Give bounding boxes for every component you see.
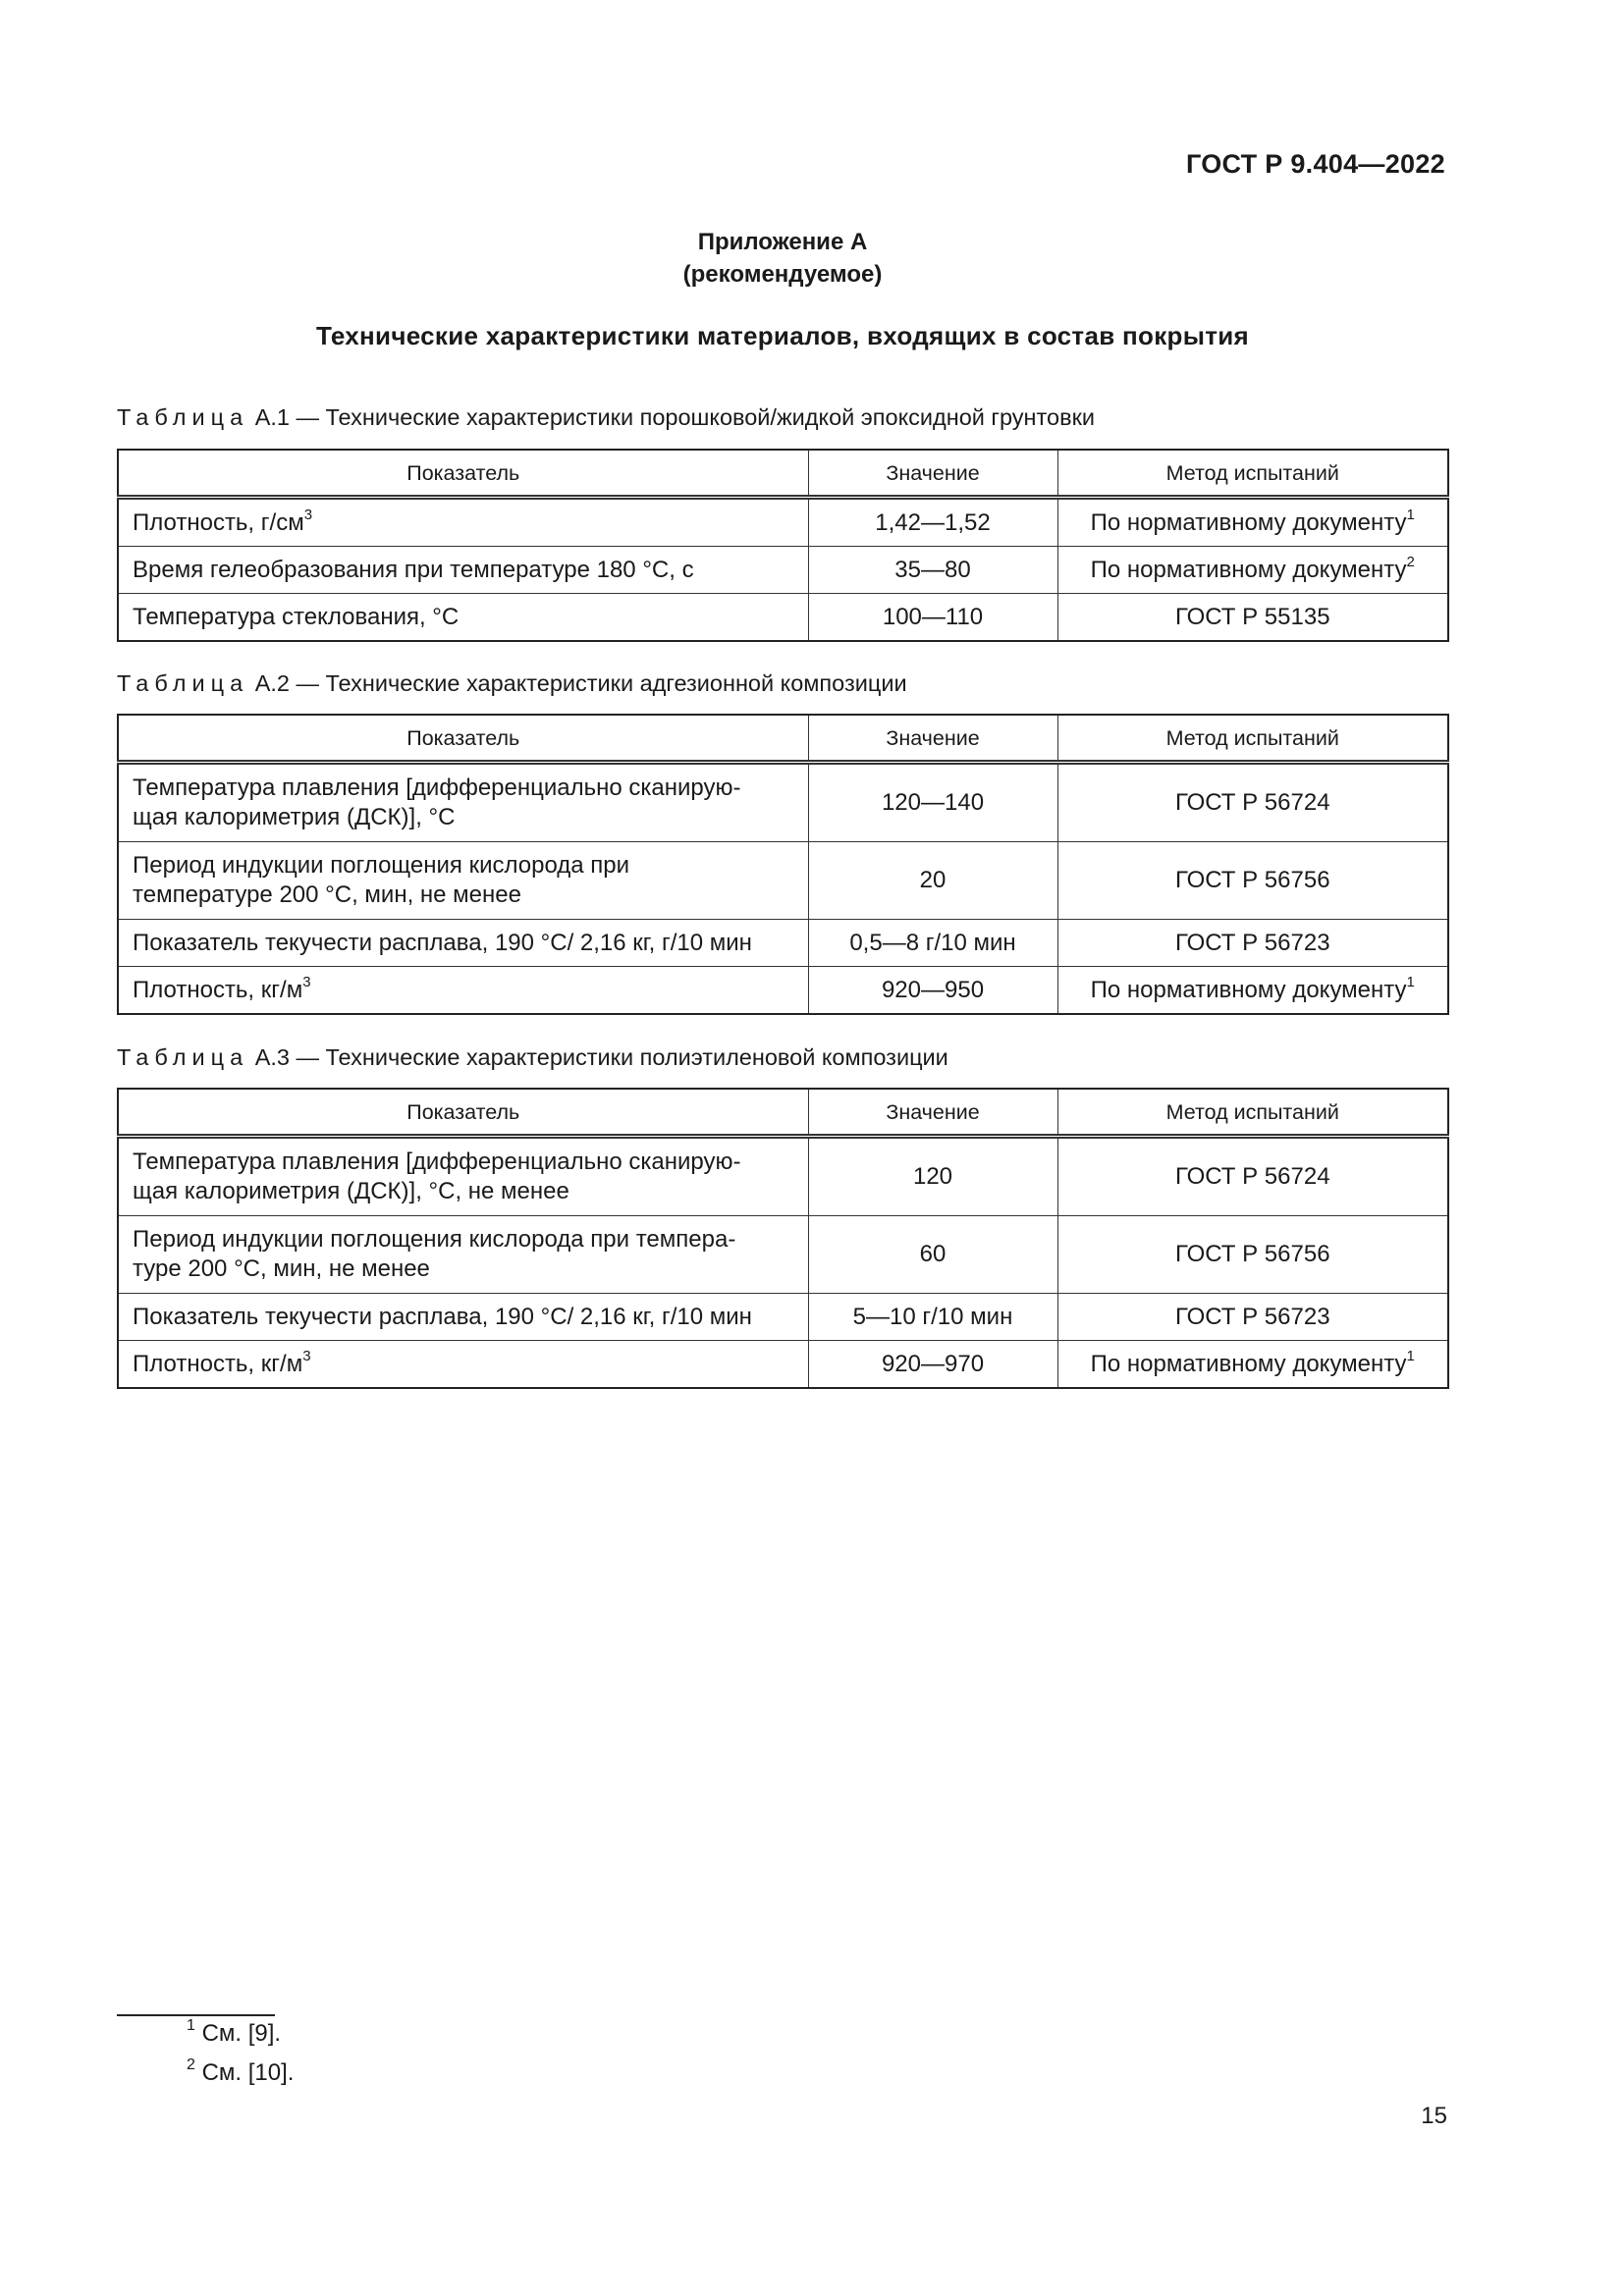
table-row bbox=[118, 498, 1448, 547]
cell-method: ГОСТ Р 56724 bbox=[1057, 763, 1448, 842]
column-header-method: Метод испытаний bbox=[1057, 715, 1448, 763]
cell-value: 920—950 bbox=[808, 967, 1057, 1015]
table-row bbox=[118, 967, 1448, 1015]
cell-method: ГОСТ Р 56723 bbox=[1057, 920, 1448, 967]
page-number: 15 bbox=[1421, 2103, 1447, 2129]
cell-value: 5—10 г/10 мин bbox=[808, 1294, 1057, 1341]
footnote-2: $^2$ См. [10]. bbox=[187, 2056, 295, 2086]
table-caption-a1 bbox=[117, 404, 1095, 431]
table-caption-prefix: Таблица bbox=[117, 404, 249, 430]
cell-parameter: Период индукции поглощения кислорода при темпера- туре 200 °С, мин, не менее bbox=[118, 1216, 808, 1294]
appendix-title-block bbox=[0, 226, 1565, 291]
cell-parameter: Температура плавления [дифференциально сканирую- щая калориметрия (ДСК)], °С, не менее bbox=[118, 1137, 808, 1216]
table-row bbox=[118, 920, 1448, 967]
table-caption-text: А.2 — Технические характеристики адгезионной композиции bbox=[254, 670, 907, 696]
document-header: ГОСТ Р 9.404—2022 bbox=[1185, 149, 1445, 179]
cell-parameter: Плотность, $кг/м^3$ bbox=[118, 1341, 808, 1389]
table-a2 bbox=[117, 714, 1449, 1015]
table-caption-a3 bbox=[117, 1044, 948, 1071]
table-row bbox=[118, 1137, 1448, 1216]
cell-method: По нормативному документу$^2$ bbox=[1057, 547, 1448, 594]
table-caption-text: А.3 — Технические характеристики полиэтиленовой композиции bbox=[254, 1044, 948, 1070]
cell-value: 35—80 bbox=[808, 547, 1057, 594]
table-header-row bbox=[118, 715, 1448, 763]
appendix-title: Приложение А bbox=[697, 229, 868, 255]
column-header-value: Значение bbox=[808, 1089, 1057, 1137]
cell-method: ГОСТ Р 56723 bbox=[1057, 1294, 1448, 1341]
cell-value: 0,5—8 г/10 мин bbox=[808, 920, 1057, 967]
cell-value: 120 bbox=[808, 1137, 1057, 1216]
cell-value: 120—140 bbox=[808, 763, 1057, 842]
cell-method: ГОСТ Р 56724 bbox=[1057, 1137, 1448, 1216]
table-row bbox=[118, 1216, 1448, 1294]
table-row bbox=[118, 547, 1448, 594]
column-header-parameter: Показатель bbox=[118, 1089, 808, 1137]
footnote-1: $^1$ См. [9]. bbox=[187, 2017, 282, 2047]
column-header-method: Метод испытаний bbox=[1057, 450, 1448, 498]
column-header-value: Значение bbox=[808, 715, 1057, 763]
column-header-parameter: Показатель bbox=[118, 715, 808, 763]
cell-method: ГОСТ Р 55135 bbox=[1057, 594, 1448, 642]
table-a3 bbox=[117, 1088, 1449, 1389]
table-header-row bbox=[118, 450, 1448, 498]
footnote-divider bbox=[117, 2014, 275, 2016]
cell-value: 100—110 bbox=[808, 594, 1057, 642]
cell-method: По нормативному документу$^1$ bbox=[1057, 967, 1448, 1015]
column-header-parameter: Показатель bbox=[118, 450, 808, 498]
table-caption-a2 bbox=[117, 670, 907, 697]
cell-parameter: Период индукции поглощения кислорода при температуре 200 °С, мин, не менее bbox=[118, 842, 808, 920]
table-caption-text: А.1 — Технические характеристики порошковой/жидкой эпоксидной грунтовки bbox=[254, 404, 1095, 430]
cell-method: По нормативному документу$^1$ bbox=[1057, 498, 1448, 547]
section-heading: Технические характеристики материалов, входящих в состав покрытия bbox=[315, 321, 1250, 350]
cell-parameter: Показатель текучести расплава, 190 °С/ 2,16 кг, г/10 мин bbox=[118, 1294, 808, 1341]
table-a1 bbox=[117, 449, 1449, 642]
cell-parameter: Показатель текучести расплава, 190 °С/ 2,16 кг, г/10 мин bbox=[118, 920, 808, 967]
column-header-method: Метод испытаний bbox=[1057, 1089, 1448, 1137]
table-caption-prefix: Таблица bbox=[117, 1044, 249, 1070]
cell-value: 20 bbox=[808, 842, 1057, 920]
cell-value: 60 bbox=[808, 1216, 1057, 1294]
table-caption-prefix: Таблица bbox=[117, 670, 249, 696]
table-row bbox=[118, 1294, 1448, 1341]
column-header-value: Значение bbox=[808, 450, 1057, 498]
table-row bbox=[118, 842, 1448, 920]
table-row bbox=[118, 1341, 1448, 1389]
cell-parameter: Плотность, $г/см^3$ bbox=[118, 498, 808, 547]
cell-method: ГОСТ Р 56756 bbox=[1057, 842, 1448, 920]
cell-method: ГОСТ Р 56756 bbox=[1057, 1216, 1448, 1294]
cell-value: 920—970 bbox=[808, 1341, 1057, 1389]
table-header-row bbox=[118, 1089, 1448, 1137]
cell-parameter: Время гелеобразования при температуре 180 °С, с bbox=[118, 547, 808, 594]
cell-parameter: Плотность, $кг/м^3$ bbox=[118, 967, 808, 1015]
cell-method: По нормативному документу$^1$ bbox=[1057, 1341, 1448, 1389]
table-row bbox=[118, 763, 1448, 842]
cell-parameter: Температура стеклования, °С bbox=[118, 594, 808, 642]
table-row bbox=[118, 594, 1448, 642]
cell-value: 1,42—1,52 bbox=[808, 498, 1057, 547]
appendix-status: (рекомендуемое) bbox=[682, 261, 883, 288]
cell-parameter: Температура плавления [дифференциально сканирую- щая калориметрия (ДСК)], °С bbox=[118, 763, 808, 842]
